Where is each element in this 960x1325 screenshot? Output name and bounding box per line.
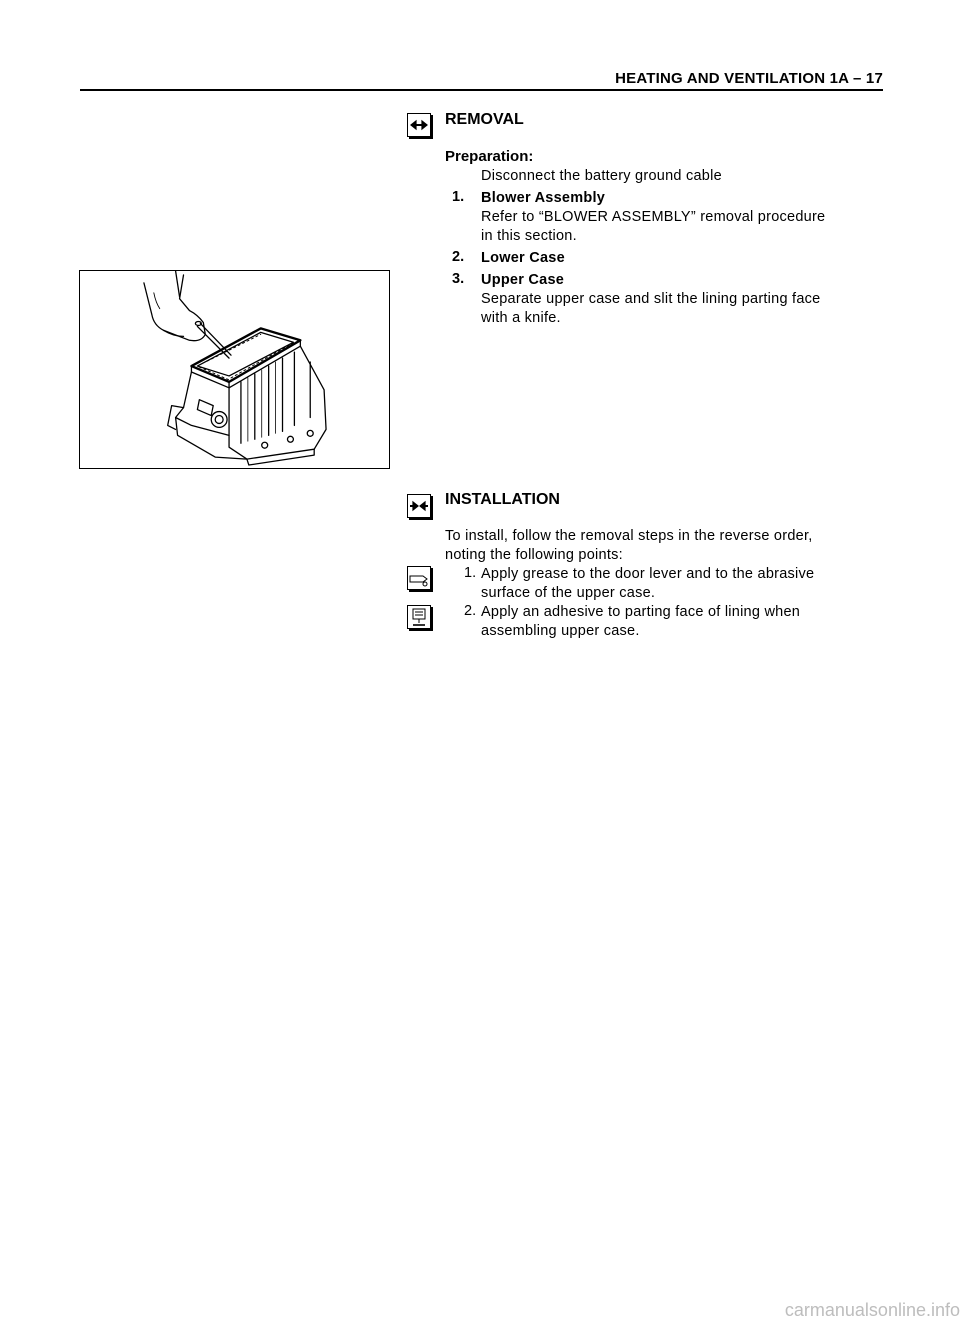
point-number: 1.: [464, 565, 477, 581]
preparation-text: Disconnect the battery ground cable: [481, 168, 722, 184]
point-text: surface of the upper case.: [481, 585, 656, 601]
step-text: Separate upper case and slit the lining parting face: [481, 291, 821, 307]
heater-case-drawing: [80, 271, 389, 468]
removal-arrows-icon: [407, 113, 431, 137]
installation-heading: INSTALLATION: [445, 491, 560, 508]
preparation-label: Preparation:: [445, 148, 534, 165]
step-text: in this section.: [481, 228, 577, 244]
grease-icon: [407, 566, 431, 590]
step-number: 2.: [452, 249, 465, 265]
page-header: HEATING AND VENTILATION 1A – 17: [615, 70, 883, 87]
installation-intro: noting the following points:: [445, 547, 623, 563]
upper-case-illustration: [79, 270, 390, 469]
point-number: 2.: [464, 603, 477, 619]
step-text: Refer to “BLOWER ASSEMBLY” removal procedure: [481, 209, 826, 225]
watermark: carmanualsonline.info: [784, 1300, 960, 1320]
point-text: Apply grease to the door lever and to the abrasive: [481, 566, 815, 582]
step-number: 3.: [452, 271, 465, 287]
point-text: assembling upper case.: [481, 623, 640, 639]
step-title-blower-assembly: Blower Assembly: [481, 190, 606, 206]
point-text: Apply an adhesive to parting face of lining when: [481, 604, 801, 620]
removal-heading: REMOVAL: [445, 111, 524, 128]
installation-arrows-icon: [407, 494, 431, 518]
step-title-upper-case: Upper Case: [481, 272, 565, 288]
header-rule: [80, 89, 883, 91]
step-number: 1.: [452, 189, 465, 205]
step-title-lower-case: Lower Case: [481, 250, 565, 266]
installation-intro: To install, follow the removal steps in the reverse order,: [445, 528, 813, 544]
step-text: with a knife.: [481, 310, 561, 326]
adhesive-icon: [407, 605, 431, 629]
